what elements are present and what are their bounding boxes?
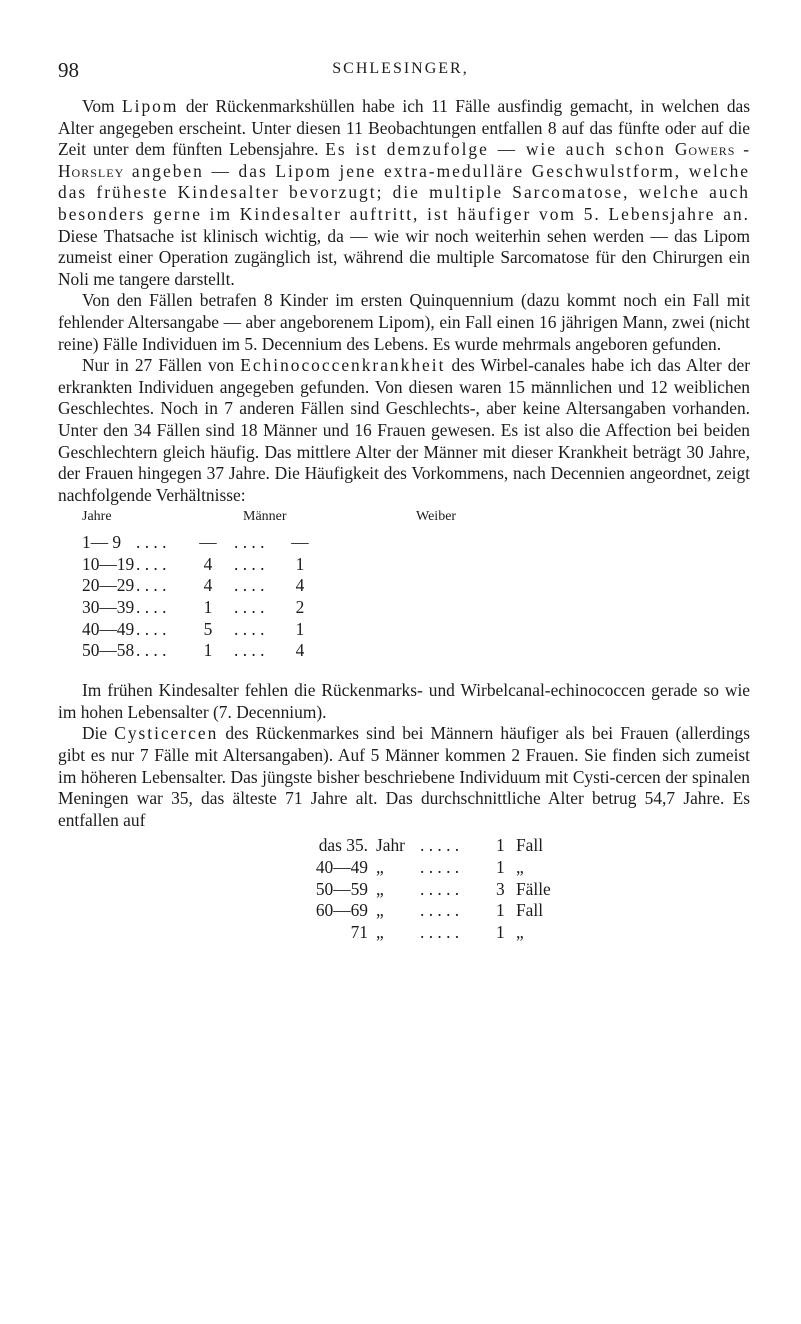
unit-label: „ <box>376 857 384 878</box>
list-item <box>58 922 750 944</box>
case-label: „ <box>516 857 524 878</box>
leader-dots: . . . . . <box>420 878 460 899</box>
paragraph-echinococcen <box>58 355 750 506</box>
paragraph-lipom <box>58 96 750 290</box>
body-text <box>58 96 750 947</box>
leader-dots: . . . . <box>136 640 167 661</box>
text-run: der Rückenmarkshüllen habe ich 11 Fälle ausfindig gemacht, in welchen das Alter angegeben erscheint. Unter diesen 11 Beobachtungen entfallen 8 auf das fünfte oder auf die Zeit unter dem fünften Lebensjahre. <box>58 96 750 160</box>
women-count: 4 <box>295 575 305 596</box>
running-title: SCHLESINGER, <box>332 60 469 77</box>
table-row <box>58 575 750 597</box>
leader-dots: . . . . . <box>420 857 460 878</box>
age-range: 50—58 <box>82 640 135 661</box>
age-range: 20—29 <box>82 575 135 596</box>
case-count: 1 <box>496 921 505 942</box>
list-item <box>58 835 750 857</box>
case-count: 1 <box>496 900 505 921</box>
leader-dots: . . . . <box>234 553 265 574</box>
text-run: des Rückenmarkes sind bei Männern häufiger als bei Frauen (allerdings gibt es nur 7 Fälle mit Altersangaben). Auf 5 Männer kommen 2 Frauen. Sie finden sich zumeist im höheren Lebensalter. Das jüngste bisher beschriebene Individuum mit Cysti-cercen der spinalen Meningen war 35, das älteste 71 Jahre alt. Das durchschnittliche Alter betrug 54,7 Jahre. Es entfallen auf <box>58 723 750 830</box>
age-distribution-table <box>58 506 750 664</box>
leader-dots: . . . . <box>136 618 167 639</box>
age-value: 50—59 <box>315 878 368 899</box>
men-count: 5 <box>203 618 213 639</box>
unit-label: „ <box>376 878 384 899</box>
women-count: 1 <box>295 618 305 639</box>
table-row <box>58 532 750 554</box>
column-header-women: Weiber <box>416 509 457 525</box>
leader-dots: . . . . <box>234 618 265 639</box>
spaced-term-echinococcen: Echinococcenkrankheit <box>240 355 446 376</box>
author-names: Gowers - Horsley <box>58 139 750 181</box>
text-run: Vom <box>82 96 123 116</box>
leader-dots: . . . . <box>234 575 265 596</box>
unit-label: „ <box>376 900 384 921</box>
unit-label: Jahr <box>376 835 405 856</box>
leader-dots: . . . . . <box>420 921 460 942</box>
women-count: 2 <box>295 597 305 618</box>
leader-dots: . . . . <box>136 597 167 618</box>
case-label: Fälle <box>516 878 551 899</box>
age-value: 60—69 <box>315 900 368 921</box>
leader-dots: . . . . <box>136 575 167 596</box>
text-run: Die <box>82 723 115 744</box>
men-count: 1 <box>203 640 213 661</box>
table-row <box>58 554 750 576</box>
spaced-text: angeben — das Lipom jene extra-medulläre Geschwulstform, welche das früheste Kindesalter bevorzugt; die multiple Sarcomatose, welche auch besonders gerne im Kindesalter auftritt, ist häufiger vom 5. Lebensjahre an. <box>58 160 750 224</box>
column-header-men: Männer <box>243 509 287 525</box>
paragraph-age-gap: Im frühen Kindesalter fehlen die Rückenmarks- und Wirbelcanal-echinococcen gerade so wie im hohen Lebensalter (7. Decennium). <box>58 680 750 722</box>
case-label: Fall <box>516 835 544 856</box>
men-count: 4 <box>203 575 213 596</box>
leader-dots: . . . . <box>234 640 265 661</box>
page-header <box>0 58 801 82</box>
men-count: 1 <box>203 597 213 618</box>
case-label: Fall <box>516 900 544 921</box>
list-item <box>58 900 750 922</box>
men-count: — <box>199 532 217 553</box>
table-row <box>58 597 750 619</box>
case-count: 1 <box>496 857 505 878</box>
unit-label: „ <box>376 921 384 942</box>
page-number: 98 <box>58 58 79 82</box>
leader-dots: . . . . <box>234 597 265 618</box>
column-header-years: Jahre <box>82 509 112 525</box>
women-count: 4 <box>295 640 305 661</box>
text-run: Nur in 27 Fällen von <box>82 355 241 376</box>
spaced-text: Es ist demzufolge — wie auch schon <box>325 139 675 160</box>
leader-dots: . . . . <box>136 553 167 574</box>
age-range: 10—19 <box>82 553 135 574</box>
age-value: 40—49 <box>315 857 368 878</box>
case-label: „ <box>516 921 524 942</box>
case-count: 1 <box>496 835 505 856</box>
text-run: des Wirbel-canales habe ich das Alter der erkrankten Individuen angegeben gefunden. Von diesen waren 15 männlichen und 12 weiblichen Geschlechtes. Noch in 7 anderen Fällen sind Geschlechts-, aber keine Altersangaben vorhanden. Unter den 34 Fällen sind 18 Männer und 16 Frauen gewesen. Es ist also die Affection bei beiden Geschlechtern gleich häufig. Das mittlere Alter der Männer mit dieser Krankheit beträgt 30 Jahre, der Frauen hingegen 37 Jahre. Die Häufigkeit des Vorkommens, nach Decennien angeordnet, zeigt nachfolgende Verhältnisse: <box>58 355 750 505</box>
text-run: Diese Thatsache ist klinisch wichtig, da — wie wir noch weiterhin sehen werden — das Lipom zumeist einer Operation zugänglich ist, während die multiple Sarcomatose für den Chirurgen ein Noli me tangere darstellt. <box>58 225 750 289</box>
women-count: 1 <box>295 553 305 574</box>
leader-dots: . . . . . <box>420 900 460 921</box>
spaced-term-cysticercen: Cysticercen <box>114 723 219 744</box>
age-value: das 35. <box>318 835 368 856</box>
age-range: 30—39 <box>82 597 135 618</box>
paragraph-cysticercen <box>58 723 750 831</box>
list-item <box>58 857 750 879</box>
paragraph-lipom-cases: Von den Fällen betrafen 8 Kinder im ersten Quinquennium (dazu kommt noch ein Fall mit fehlender Altersangabe — aber angeborenem Lipom), ein Fall einen 16 jährigen Mann, zwei (nicht reine) Fälle Individuen im 5. Decennium des Lebens. Es wurde mehrmals angeboren gefunden. <box>58 290 750 354</box>
table-row <box>58 640 750 662</box>
age-range: 40—49 <box>82 618 135 639</box>
list-item <box>58 879 750 901</box>
age-range: 1— 9 <box>82 532 122 553</box>
age-value: 71 <box>350 921 368 942</box>
leader-dots: . . . . <box>136 532 167 553</box>
table-row <box>58 619 750 641</box>
women-count: — <box>291 532 309 553</box>
spaced-term-lipom: Lipom <box>122 96 179 116</box>
leader-dots: . . . . . <box>420 835 460 856</box>
cysticercen-age-list <box>58 835 750 947</box>
case-count: 3 <box>496 878 505 899</box>
leader-dots: . . . . <box>234 532 265 553</box>
men-count: 4 <box>203 553 213 574</box>
